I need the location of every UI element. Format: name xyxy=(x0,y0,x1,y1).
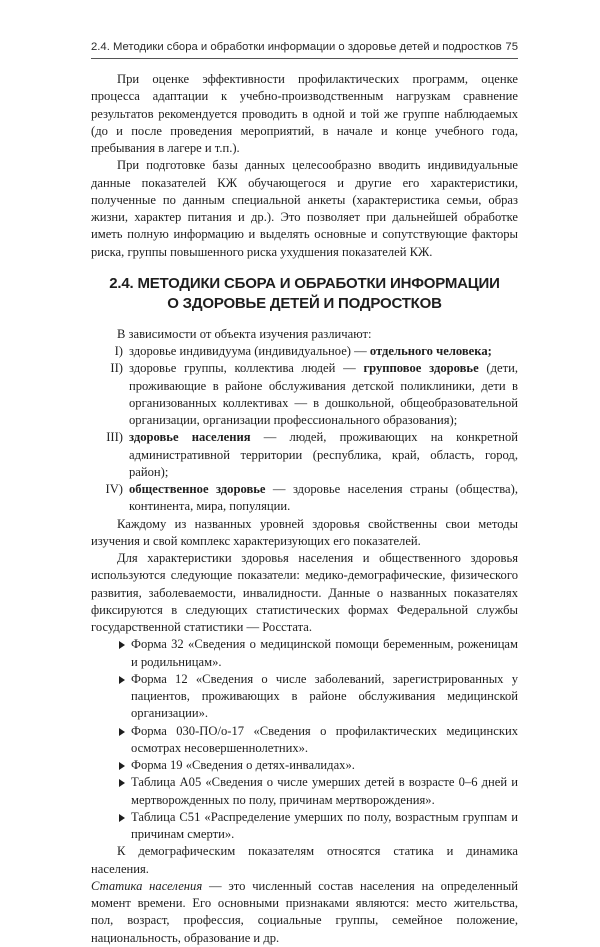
list-item xyxy=(91,757,518,774)
list-marker: IV) xyxy=(105,482,123,496)
running-head xyxy=(91,40,518,54)
form-text: Форма 32 «Сведения о медицинской помощи беременным, роженицам и родильницам». xyxy=(131,637,518,669)
running-head-title: 2.4. Методики сбора и обработки информации о здоровье детей и подростков xyxy=(91,41,502,53)
level-description: (дети, проживающие в районе обслуживания детской поликлиники, дети в организованных коллективах — в дошкольной, общеобразовательной организации, организации профессионального образования); xyxy=(129,361,519,427)
list-marker: III) xyxy=(106,430,123,445)
statics-paragraph xyxy=(91,878,518,947)
list-item xyxy=(91,481,518,516)
list-item xyxy=(91,723,518,758)
statics-term: Статика населения xyxy=(91,878,203,893)
bullet-triangle-icon xyxy=(119,641,125,649)
form-text: Форма 030-ПО/о-17 «Сведения о профилактических медицинских осмотрах несовершеннолетних». xyxy=(131,723,518,755)
list-item: II) здоровье группы, коллектива людей — групповое здоровье (дети, проживающие в районе обслуживания детской поликлиники, дети в организованных коллективах — в дошкольной, общеобразовательной организации, организации профессионального образования); xyxy=(91,360,518,429)
level-bold-term: отдельного человека; xyxy=(369,344,492,358)
section-heading-line-1: 2.4. МЕТОДИКИ СБОРА И ОБРАБОТКИ ИНФОРМАЦИИ xyxy=(109,274,500,292)
levels-lead: В зависимости от объекта изучения различают: xyxy=(117,326,372,341)
intro-paragraph-1: При оценке эффективности профилактических программ, оценке процесса адаптации к учебно-производственным нагрузкам сравнение результатов рекомендуется проводить в одной и той же группе наблюдаемых (до и после проведения мероприятий, в начале и конце учебного года, пребывания в лагере и т.п.). xyxy=(91,72,518,155)
level-bold-term: групповое здоровье xyxy=(363,361,479,376)
page-number: 75 xyxy=(505,41,518,53)
list-marker: II) xyxy=(110,361,123,376)
section-heading-line-2: О ЗДОРОВЬЕ ДЕТЕЙ И ПОДРОСТКОВ xyxy=(167,294,442,312)
levels-methods-paragraph: Каждому из названных уровней здоровья свойственны свои методы изучения и свой комплекс характеризующих его показателей. xyxy=(91,516,518,548)
level-text: здоровье индивидуума (индивидуальное) xyxy=(129,344,351,358)
list-item xyxy=(91,774,518,809)
bullet-triangle-icon xyxy=(119,676,125,684)
health-levels-list xyxy=(91,343,518,516)
list-item xyxy=(91,636,518,671)
section-heading xyxy=(91,274,518,314)
level-bold-term: общественное здоровье xyxy=(129,482,266,496)
list-item xyxy=(91,809,518,844)
statics-definition: — это численный состав населения на определенный момент времени. Его основными признаками являются: место жительства, пол, возраст, профессия, социальные группы, семейное положение, национальность, образование и др. xyxy=(91,878,518,945)
form-text: Форма 19 «Сведения о детях-инвалидах». xyxy=(131,758,355,772)
demographic-paragraph: К демографическим показателям относятся статика и динамика населения. xyxy=(91,844,518,876)
level-description: — здоровье населения страны (общества), континента, мира, популяции. xyxy=(129,482,518,514)
intro-paragraph-2: При подготовке базы данных целесообразно вводить индивидуальные данные показателей КЖ обучающегося и другие его характеристики, полученные по данным специальной анкеты (характеристика семьи, образ жизни, характер питания и др.). Это позволяет при дальнейшей обработке иметь полную информацию и выделять основные и сопутствующие факторы риска, группы повышенного риска ухудшения показателей КЖ. xyxy=(91,158,518,259)
form-text: Форма 12 «Сведения о числе заболеваний, зарегистрированных у пациентов, проживающих в районе обслуживания медицинской организации». xyxy=(131,671,518,721)
list-marker: I) xyxy=(114,344,123,358)
indicators-paragraph: Для характеристики здоровья населения и общественного здоровья используются следующие показатели: медико-демографические, физического развития, заболеваемости, инвалидности. Данные о названных показателях фиксируются в следующих статистических формах Федеральной службы государственной статистики — Росстата. xyxy=(91,551,518,634)
form-text: Таблица С51 «Распределение умерших по полу, возрастным группам и причинам смерти». xyxy=(131,809,518,841)
statistical-forms-list xyxy=(91,636,518,843)
header-rule xyxy=(91,58,518,59)
level-text: здоровье группы, коллектива людей xyxy=(129,361,336,376)
bullet-triangle-icon xyxy=(119,728,125,736)
list-item xyxy=(91,671,518,723)
level-description: — людей, проживающих на конкретной административной территории (республика, край, область, город, район); xyxy=(129,430,518,479)
level-bold-term: здоровье населения xyxy=(129,430,251,445)
bullet-triangle-icon xyxy=(119,762,125,770)
page-body xyxy=(91,71,518,947)
bullet-triangle-icon xyxy=(119,779,125,787)
form-text: Таблица А05 «Сведения о числе умерших детей в возрасте 0–6 дней и мертворожденных по полу, причинам мертворождения». xyxy=(131,775,518,807)
list-item: I) здоровье индивидуума (индивидуальное) — отдельного человека; xyxy=(91,343,518,360)
list-item xyxy=(91,429,518,481)
bullet-triangle-icon xyxy=(119,814,125,822)
